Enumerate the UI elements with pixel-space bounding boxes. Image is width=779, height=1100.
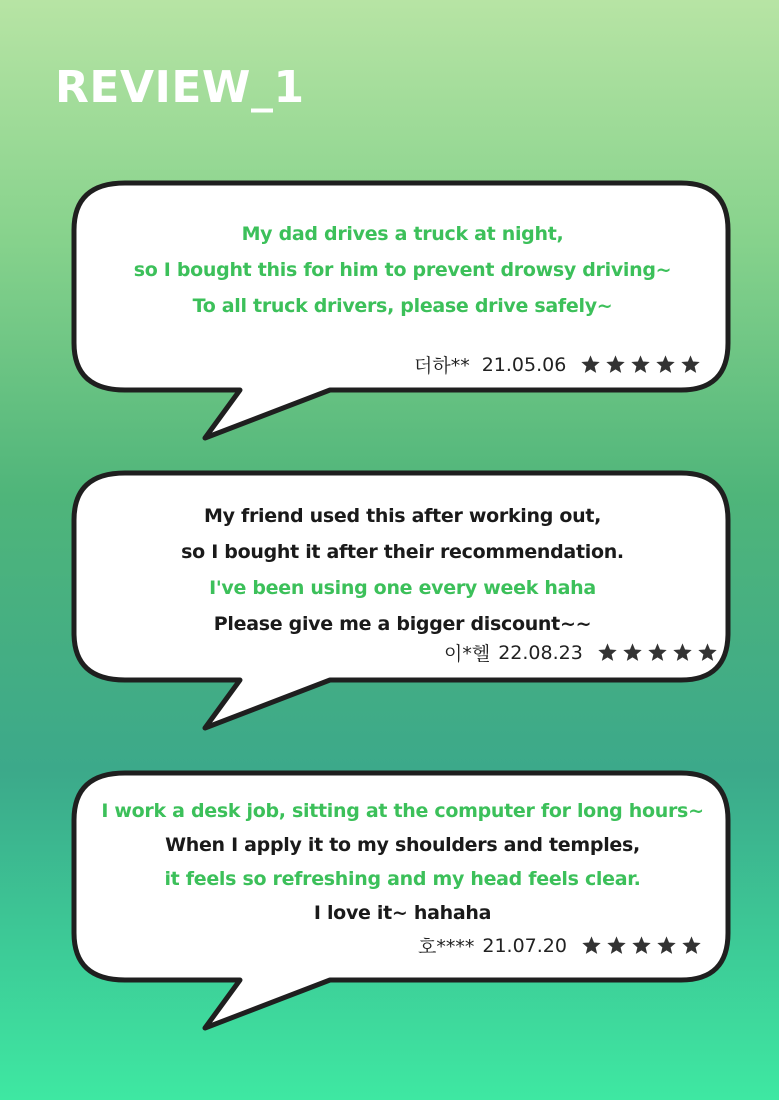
star-icon [656, 935, 677, 956]
review-date: 22.08.23 [498, 641, 583, 664]
star-icon [697, 642, 718, 663]
review-line: Please give me a bigger discount~~ [213, 613, 592, 635]
star-icon [622, 642, 643, 663]
star-icon [581, 935, 602, 956]
page-title: REVIEW_1 [55, 62, 305, 113]
star-icon [630, 354, 651, 375]
review-card [0, 180, 779, 442]
star-icon [605, 354, 626, 375]
star-icon [681, 935, 702, 956]
star-icon [655, 354, 676, 375]
star-icon [606, 935, 627, 956]
review-line: so I bought this for him to prevent drowsy driving~ [133, 259, 672, 281]
review-meta [414, 351, 701, 378]
star-icon [672, 642, 693, 663]
star-icon [631, 935, 652, 956]
star-icon [580, 354, 601, 375]
review-author: 호**** [418, 936, 475, 958]
review-meta [418, 932, 702, 959]
review-line: When I apply it to my shoulders and temples, [165, 834, 640, 856]
star-icon [647, 642, 668, 663]
review-card [0, 770, 779, 1032]
review-line: I've been using one every week haha [209, 577, 596, 599]
review-card [0, 470, 779, 732]
star-icon [680, 354, 701, 375]
star-rating [597, 642, 718, 663]
review-author: 더하** [414, 355, 470, 377]
review-line: I work a desk job, sitting at the computer for long hours~ [101, 800, 704, 822]
star-icon [597, 642, 618, 663]
review-line: My friend used this after working out, [203, 505, 602, 527]
star-rating [581, 935, 702, 956]
review-line: so I bought it after their recommendation. [181, 541, 624, 563]
review-line: To all truck drivers, please drive safely~ [192, 295, 613, 317]
review-line: I love it~ hahaha [313, 902, 492, 924]
review-date: 21.07.20 [482, 934, 567, 957]
review-author: 이*헬 [444, 643, 491, 665]
review-line: My dad drives a truck at night, [241, 223, 564, 245]
review-date: 21.05.06 [481, 353, 567, 376]
review-meta [444, 639, 718, 666]
review-line: it feels so refreshing and my head feels clear. [164, 868, 641, 890]
star-rating [580, 354, 701, 375]
